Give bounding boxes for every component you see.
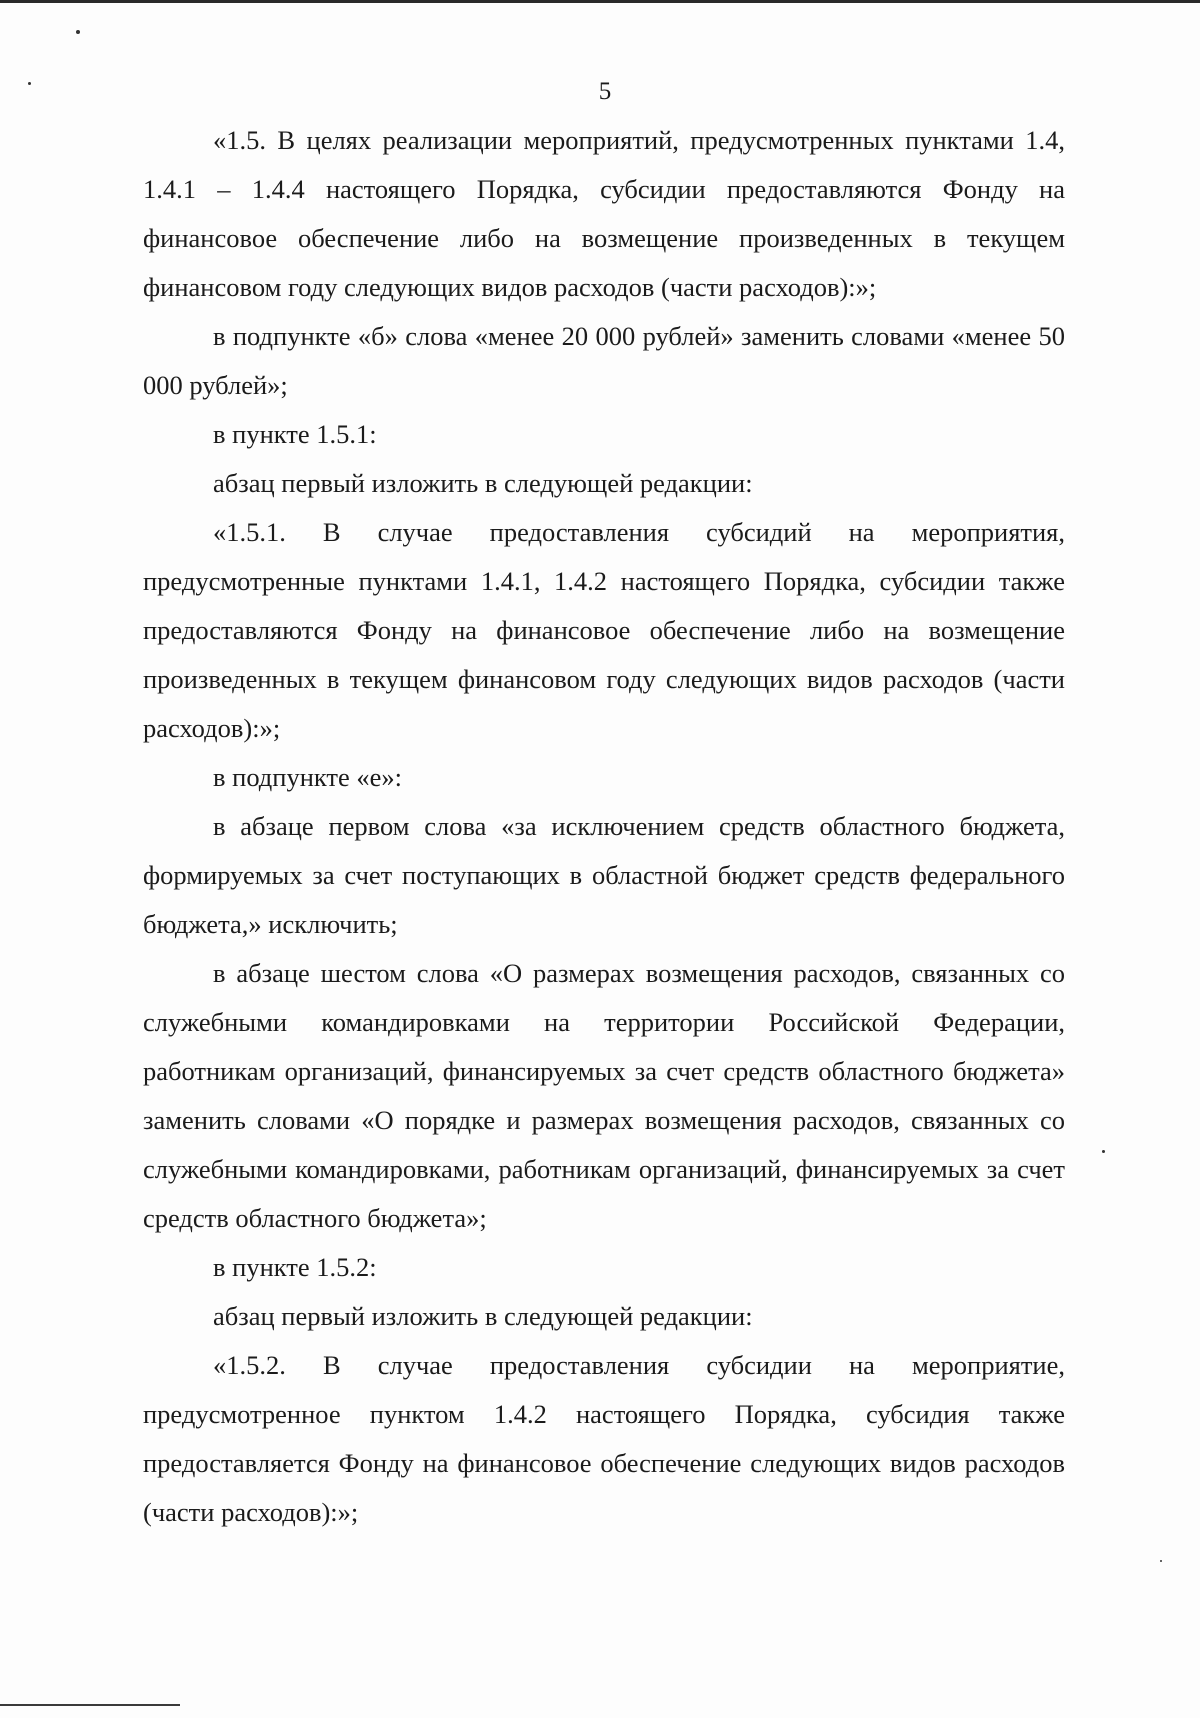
paragraph-point-1-5-1: в пункте 1.5.1: xyxy=(213,419,377,449)
paragraph-1-5: «1.5. В целях реализации мероприятий, предусмотренных пунктами 1.4, 1.4.1 – 1.4.4 настоящего Порядка, субсидии предоставляются Фонду на финансовое обеспечение либо на возмещение произведенных в текущем финансовом году следующих видов расходов (части расходов):»; xyxy=(143,125,1065,302)
paragraph-abzac-sixth-words: в абзаце шестом слова «О размерах возмещения расходов, связанных со служебными командировками на территории Российской Федерации, работникам организаций, финансируемых за счет средств областного бюджета» заменить словами «О порядке и размерах возмещения расходов, связанных со служебными командировками, работникам организаций, финансируемых за счет средств областного бюджета»; xyxy=(143,958,1065,1233)
scan-speck xyxy=(1102,1150,1105,1153)
scan-speck xyxy=(28,82,31,85)
paragraph-first-abzac-2: абзац первый изложить в следующей редакции: xyxy=(213,1301,753,1331)
paragraph-1-5-1: «1.5.1. В случае предоставления субсидий на мероприятия, предусмотренные пунктами 1.4.1, 1.4.2 настоящего Порядка, субсидии также предоставляются Фонду на финансовое обеспечение либо на возмещение произведенных в текущем финансовом году следующих видов расходов (части расходов):»; xyxy=(143,517,1065,743)
scan-speck xyxy=(76,30,80,34)
scan-speck xyxy=(1160,1560,1162,1562)
paragraph-first-abzac-1: абзац первый изложить в следующей редакции: xyxy=(213,468,753,498)
paragraph-point-1-5-2: в пункте 1.5.2: xyxy=(213,1252,377,1282)
paragraph-subpoint-b: в подпункте «б» слова «менее 20 000 рублей» заменить словами «менее 50 000 рублей»; xyxy=(143,321,1065,400)
page-number: 5 xyxy=(598,78,612,105)
paragraph-abzac-first-words: в абзаце первом слова «за исключением средств областного бюджета, формируемых за счет поступающих в областной бюджет средств федерального бюджета,» исключить; xyxy=(143,811,1065,939)
paragraph-1-5-2: «1.5.2. В случае предоставления субсидии на мероприятие, предусмотренное пунктом 1.4.2 настоящего Порядка, субсидия также предоставляется Фонду на финансовое обеспечение следующих видов расходов (части расходов):»; xyxy=(143,1350,1065,1527)
document-body xyxy=(143,116,1065,1537)
scan-bottom-edge xyxy=(0,1704,180,1706)
paragraph-subpoint-e: в подпункте «е»: xyxy=(213,762,403,792)
scan-top-edge xyxy=(0,0,1200,3)
